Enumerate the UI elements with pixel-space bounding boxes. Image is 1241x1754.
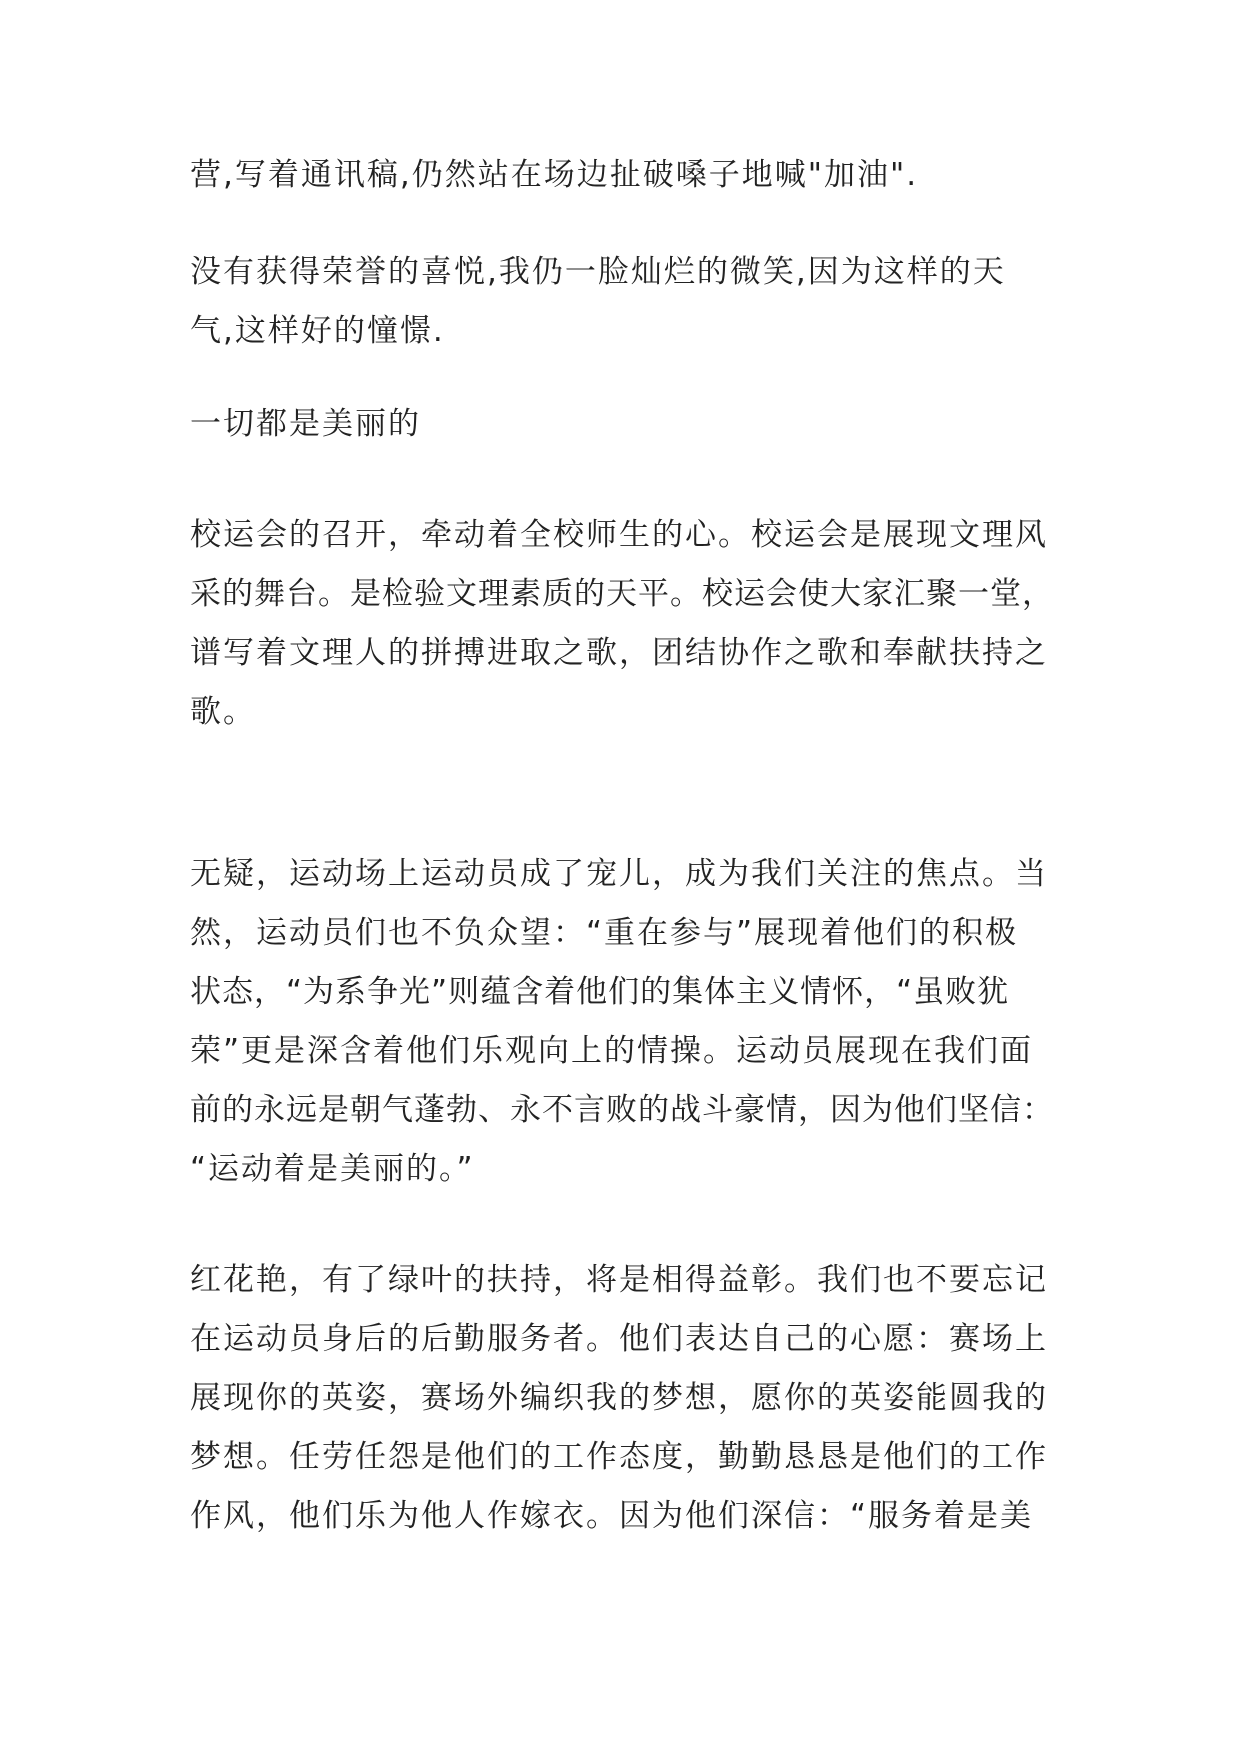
paragraph-6 xyxy=(190,1251,1055,1546)
paragraph-1 xyxy=(190,146,1055,205)
text-line: 展现你的英姿，赛场外编织我的梦想，愿你的英姿能圆我的 xyxy=(190,1380,1048,1416)
text-line: 状态，“为系争光”则蕴含着他们的集体主义情怀，“虽败犹 xyxy=(190,974,1010,1010)
text-line: 一切都是美丽的 xyxy=(190,406,421,442)
text-line: 气,这样好的憧憬. xyxy=(190,313,445,349)
paragraph-4 xyxy=(190,506,1055,742)
text-line: 红花艳，有了绿叶的扶持，将是相得益彰。我们也不要忘记 xyxy=(190,1262,1048,1298)
paragraph-5 xyxy=(190,845,1055,1199)
text-line: 营,写着通讯稿,仍然站在场边扯破嗓子地喊"加油". xyxy=(190,157,919,193)
text-line: 歌。 xyxy=(190,694,256,730)
text-line: 然，运动员们也不负众望：“重在参与”展现着他们的积极 xyxy=(190,915,1019,951)
text-line: 梦想。任劳任怨是他们的工作态度，勤勤恳恳是他们的工作 xyxy=(190,1439,1048,1475)
text-line: 前的永远是朝气蓬勃、永不言败的战斗豪情，因为他们坚信： xyxy=(190,1092,1054,1128)
text-line: 校运会的召开，牵动着全校师生的心。校运会是展现文理风 xyxy=(190,517,1048,553)
text-line: 无疑，运动场上运动员成了宠儿，成为我们关注的焦点。当 xyxy=(190,856,1048,892)
text-line: 荣”更是深含着他们乐观向上的情操。运动员展现在我们面 xyxy=(190,1033,1034,1069)
text-line: 在运动员身后的后勤服务者。他们表达自己的心愿：赛场上 xyxy=(190,1321,1048,1357)
text-line: 谱写着文理人的拼搏进取之歌，团结协作之歌和奉献扶持之 xyxy=(190,635,1048,671)
text-line: 没有获得荣誉的喜悦,我仍一脸灿烂的微笑,因为这样的天 xyxy=(190,254,1006,290)
text-line: 作风，他们乐为他人作嫁衣。因为他们深信：“服务着是美 xyxy=(190,1498,1034,1534)
text-line: “运动着是美丽的。” xyxy=(190,1151,475,1187)
text-line: 采的舞台。是检验文理素质的天平。校运会使大家汇聚一堂， xyxy=(190,576,1054,612)
paragraph-3-heading xyxy=(190,395,1055,454)
paragraph-2 xyxy=(190,243,1055,361)
